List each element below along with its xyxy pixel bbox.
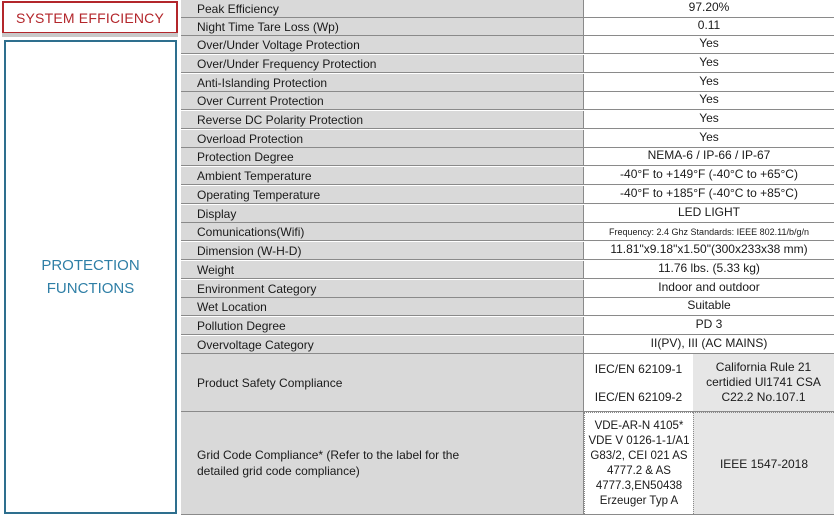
row-label: Pollution Degree [181,317,584,334]
row-label: Over/Under Voltage Protection [181,36,584,53]
table-row [181,18,834,36]
row-value: 11.81"x9.18"x1.50"(300x233x38 mm) [584,242,834,259]
row-label: Night Time Tare Loss (Wp) [181,18,584,35]
row-label: Wet Location [181,298,584,315]
row-label: Protection Degree [181,148,584,165]
row-label: Anti-Islanding Protection [181,74,584,91]
table-row [181,205,834,223]
specs-table [181,0,834,515]
row-value: Suitable [584,298,834,315]
row-value: NEMA-6 / IP-66 / IP-67 [584,148,834,165]
row-label: Peak Efficiency [181,0,584,17]
row-label: Reverse DC Polarity Protection [181,111,584,128]
system-efficiency-label: SYSTEM EFFICIENCY [15,9,165,26]
table-row [181,111,834,129]
table-row [181,148,834,166]
row-label: Over Current Protection [181,92,584,109]
table-row [181,36,834,54]
row-label: Dimension (W-H-D) [181,242,584,259]
header-shadow-bar [2,33,178,37]
table-row [181,92,834,110]
row-value: Yes [584,92,834,109]
row-label: Over/Under Frequency Protection [181,55,584,72]
row-value: -40°F to +185°F (-40°C to +85°C) [584,186,834,203]
table-row [181,0,834,18]
row-value: Yes [584,74,834,91]
row-label: Environment Category [181,280,584,297]
table-row [181,223,834,241]
product-safety-standards-right: California Rule 21 certidied Ul1741 CSA C22.2 No.107.1 [693,354,834,411]
row-value: Indoor and outdoor [584,280,834,297]
table-row [181,74,834,92]
row-label: Overload Protection [181,130,584,147]
row-value: Yes [584,130,834,147]
product-safety-label: Product Safety Compliance [181,354,584,411]
row-value: Yes [584,36,834,53]
row-value: Frequency: 2.4 Ghz Standards: IEEE 802.11/b/g/n [584,223,834,240]
protection-functions-label: PROTECTION FUNCTIONS [41,257,140,297]
table-row [181,261,834,279]
product-safety-standards-left: IEC/EN 62109-1 IEC/EN 62109-2 [584,354,693,411]
table-row [181,167,834,185]
row-value: -40°F to +149°F (-40°C to +65°C) [584,167,834,184]
row-label: Weight [181,261,584,278]
grid-code-standards-right: IEEE 1547-2018 [693,412,834,514]
row-value: 97.20% [584,0,834,17]
table-row [181,336,834,354]
row-value: LED LIGHT [584,205,834,222]
row-value: PD 3 [584,317,834,334]
row-value: Yes [584,111,834,128]
table-row [181,317,834,335]
row-label: Display [181,205,584,222]
row-value: 0.11 [584,18,834,35]
system-efficiency-header [2,1,178,34]
grid-code-label: Grid Code Compliance* (Refer to the label for the detailed grid code compliance) [181,412,584,514]
product-safety-row [181,354,834,412]
row-value: Yes [584,55,834,72]
grid-code-standards-left: VDE-AR-N 4105* VDE V 0126-1-1/A1 G83/2, CEI 021 AS 4777.2 & AS 4777.3,EN50438 Erzeuger Typ A [584,412,693,514]
table-row [181,130,834,148]
table-row [181,55,834,73]
row-label: Overvoltage Category [181,336,584,353]
table-row [181,298,834,316]
row-label: Comunications(Wifi) [181,223,584,240]
row-label: Ambient Temperature [181,167,584,184]
table-row [181,186,834,204]
row-value: II(PV), III (AC MAINS) [584,336,834,353]
grid-code-row [181,412,834,515]
protection-functions-header [4,40,177,514]
table-row [181,280,834,298]
row-label: Operating Temperature [181,186,584,203]
row-value: 11.76 lbs. (5.33 kg) [584,261,834,278]
table-row [181,242,834,260]
